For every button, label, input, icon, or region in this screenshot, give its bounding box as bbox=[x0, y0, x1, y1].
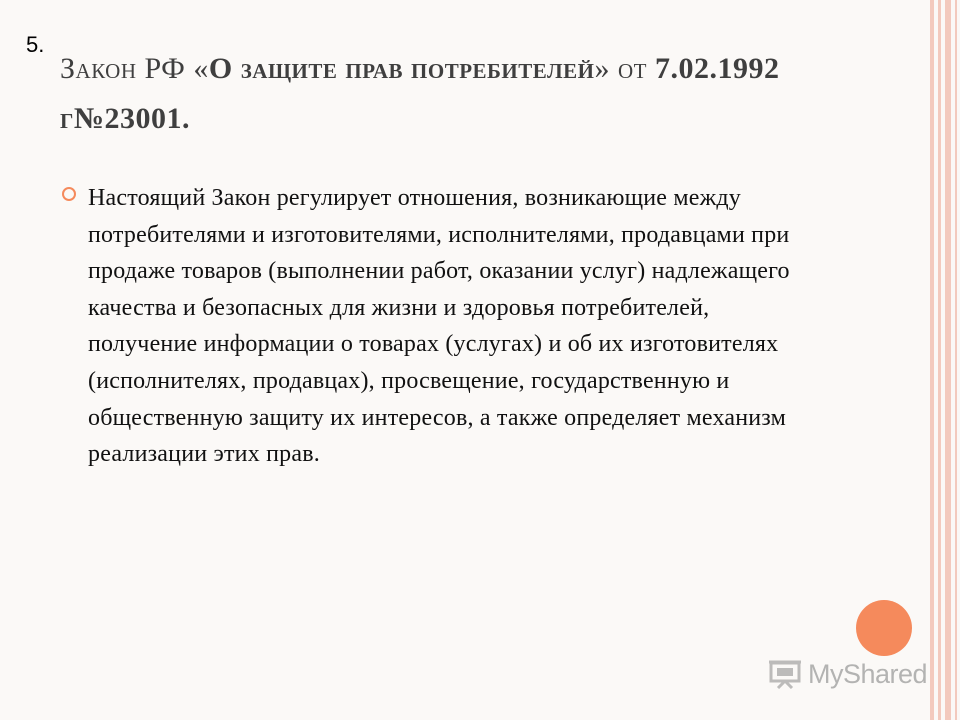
title-part: Закон РФ « bbox=[60, 52, 209, 85]
title-part-bold: 7.02.1992 г№23001. bbox=[60, 52, 780, 135]
decorative-stripe bbox=[945, 0, 951, 720]
decorative-circle bbox=[856, 600, 912, 656]
slide-number: 5. bbox=[26, 32, 45, 57]
watermark-text: MyShared bbox=[808, 658, 928, 689]
bullet-list bbox=[62, 180, 822, 473]
decorative-stripe bbox=[930, 0, 934, 720]
title-part-bold: О защите прав потребителей bbox=[208, 52, 595, 85]
decorative-stripe bbox=[938, 0, 941, 720]
bullet-text: Настоящий Закон регулирует отношения, возникающие между потребителями и изготовителями, исполнителями, продавцами при продаже товаров (выполнении работ, оказании услуг) надлежащего качества и безопасных для жизни и здоровья потребителей, получение информации о товарах (услугах) и об их изготовителях (исполнителях, продавцах), просвещение, государственную и общественную защиту их интересов, а также определяет механизм реализации этих прав. bbox=[88, 185, 790, 468]
slide-title bbox=[60, 44, 880, 144]
bullet-circle-icon bbox=[62, 187, 76, 201]
decorative-stripe bbox=[955, 0, 957, 720]
presentation-icon bbox=[768, 659, 802, 689]
title-part: » от bbox=[594, 52, 655, 85]
watermark-logo bbox=[768, 654, 927, 694]
